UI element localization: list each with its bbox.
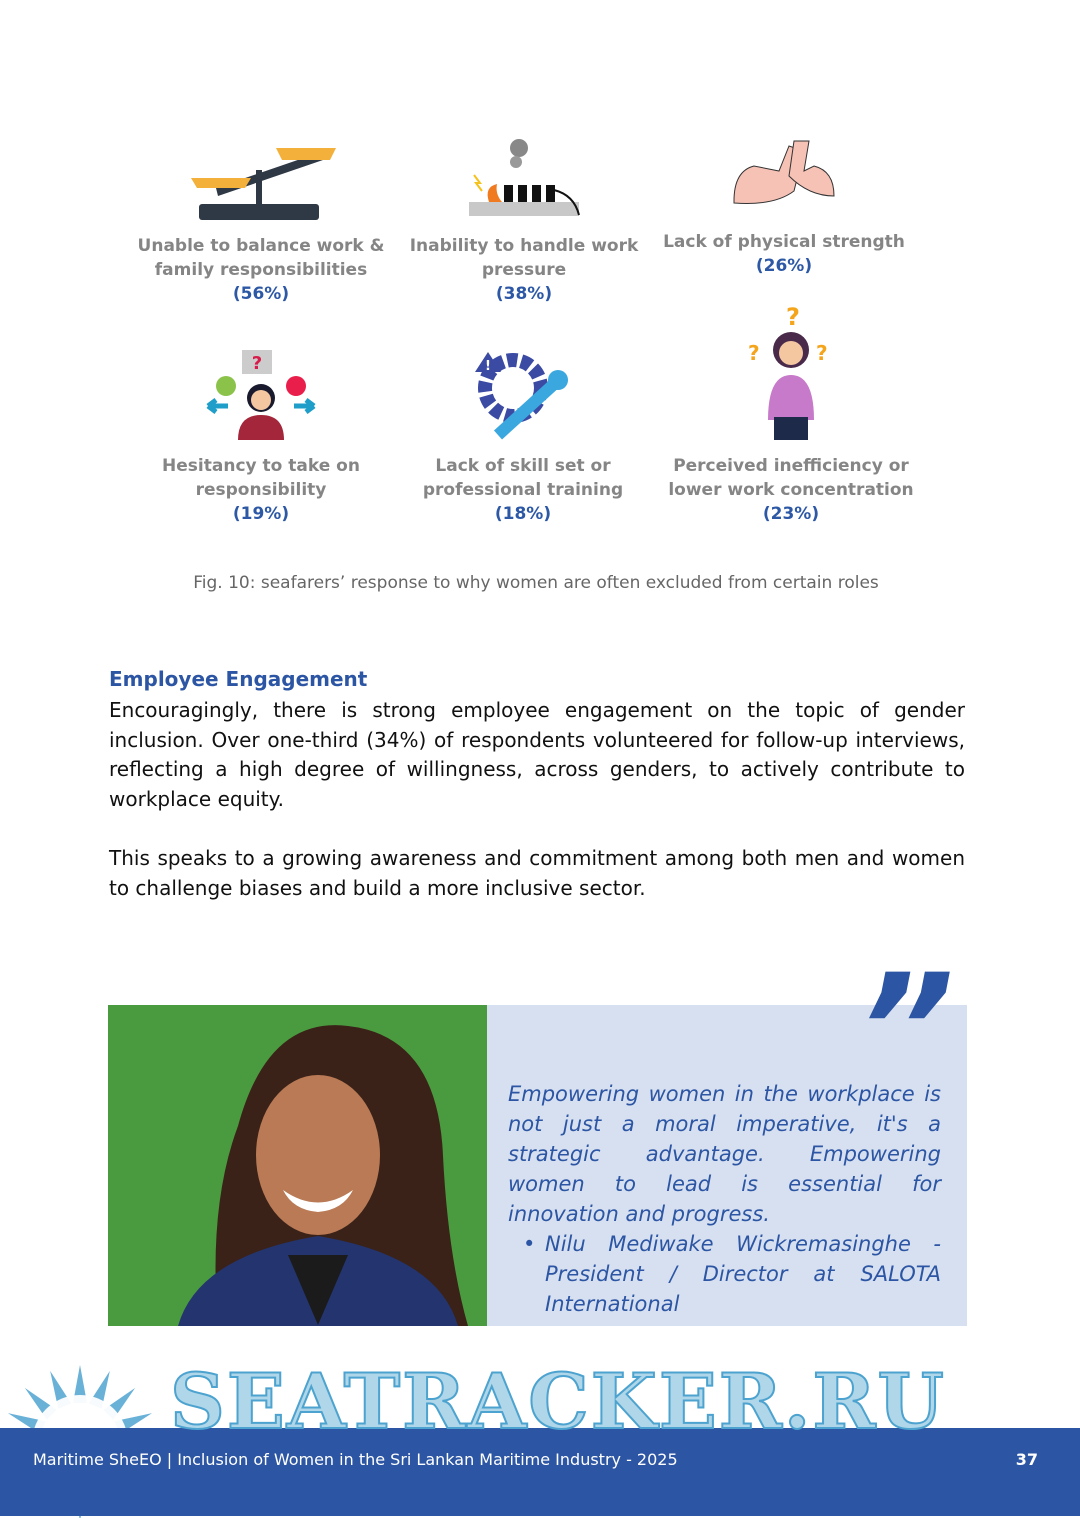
item-percent: (23%): [762, 504, 820, 524]
svg-text:?: ?: [251, 353, 263, 374]
svg-text:?: ?: [816, 341, 828, 365]
portrait-photo: [108, 1005, 487, 1326]
svg-text:?: ?: [786, 305, 800, 331]
scale-icon: [131, 130, 391, 220]
item-percent: (26%): [755, 256, 813, 276]
section-heading: Employee Engagement: [109, 667, 368, 691]
section-body: [109, 696, 965, 933]
confused-woman-icon: [661, 305, 921, 440]
page-number: 37: [1015, 1450, 1038, 1469]
paragraph: This speaks to a growing awareness and commitment among both men and women to challenge biases and build a more inclusive sector.: [109, 845, 965, 900]
item-label: Unable to balance work & family responsibilities: [137, 236, 385, 280]
item-percent: (56%): [232, 284, 290, 304]
figure-caption: Fig. 10: seafarers’ response to why women are often excluded from certain roles: [193, 573, 879, 593]
item-percent: (18%): [494, 504, 552, 524]
paragraph: Encouragingly, there is strong employee engagement on the topic of gender inclusion. Over one-third (34%) of respondents volunteered for follow-up interviews, reflecting a high degree of willingness, across genders, to actively contribute to workplace equity.: [109, 698, 965, 811]
figure-item: [661, 305, 921, 526]
watermark: SEATRACKER.RU: [170, 1357, 946, 1446]
figure-item: [131, 350, 391, 526]
item-label: Perceived inefficiency or lower work concentration: [668, 456, 914, 500]
decision-person-icon: [131, 350, 391, 440]
quote-body: Empowering women in the workplace is not just a moral imperative, it's a strategic advantage. Empowering women to lead is essential for innovation and progress.: [508, 1082, 941, 1226]
figure-item: [654, 130, 914, 278]
item-label: Lack of physical strength: [663, 232, 905, 252]
figure-item: [393, 350, 653, 526]
quote-mark-icon: ”: [858, 943, 955, 1117]
item-label: Hesitancy to take on responsibility: [162, 456, 360, 500]
item-label: Inability to handle work pressure: [409, 236, 639, 280]
gear-wrench-icon: [393, 350, 653, 440]
figure-item: [131, 130, 391, 306]
figure-item: [394, 130, 654, 306]
quote-attribution: • Nilu Mediwake Wickremasinghe - President / Director at SALOTA International: [545, 1229, 941, 1319]
item-label: Lack of skill set or professional training: [422, 456, 624, 500]
item-percent: (38%): [495, 284, 553, 304]
arm-wrestling-icon: [654, 130, 914, 216]
svg-text:?: ?: [748, 341, 760, 365]
quote-box: [108, 1005, 967, 1326]
svg-text:!: !: [485, 359, 491, 374]
footer-text: Maritime SheEO | Inclusion of Women in the Sri Lankan Maritime Industry - 2025: [33, 1450, 678, 1469]
item-percent: (19%): [232, 504, 290, 524]
overloaded-plug-icon: [394, 130, 654, 220]
